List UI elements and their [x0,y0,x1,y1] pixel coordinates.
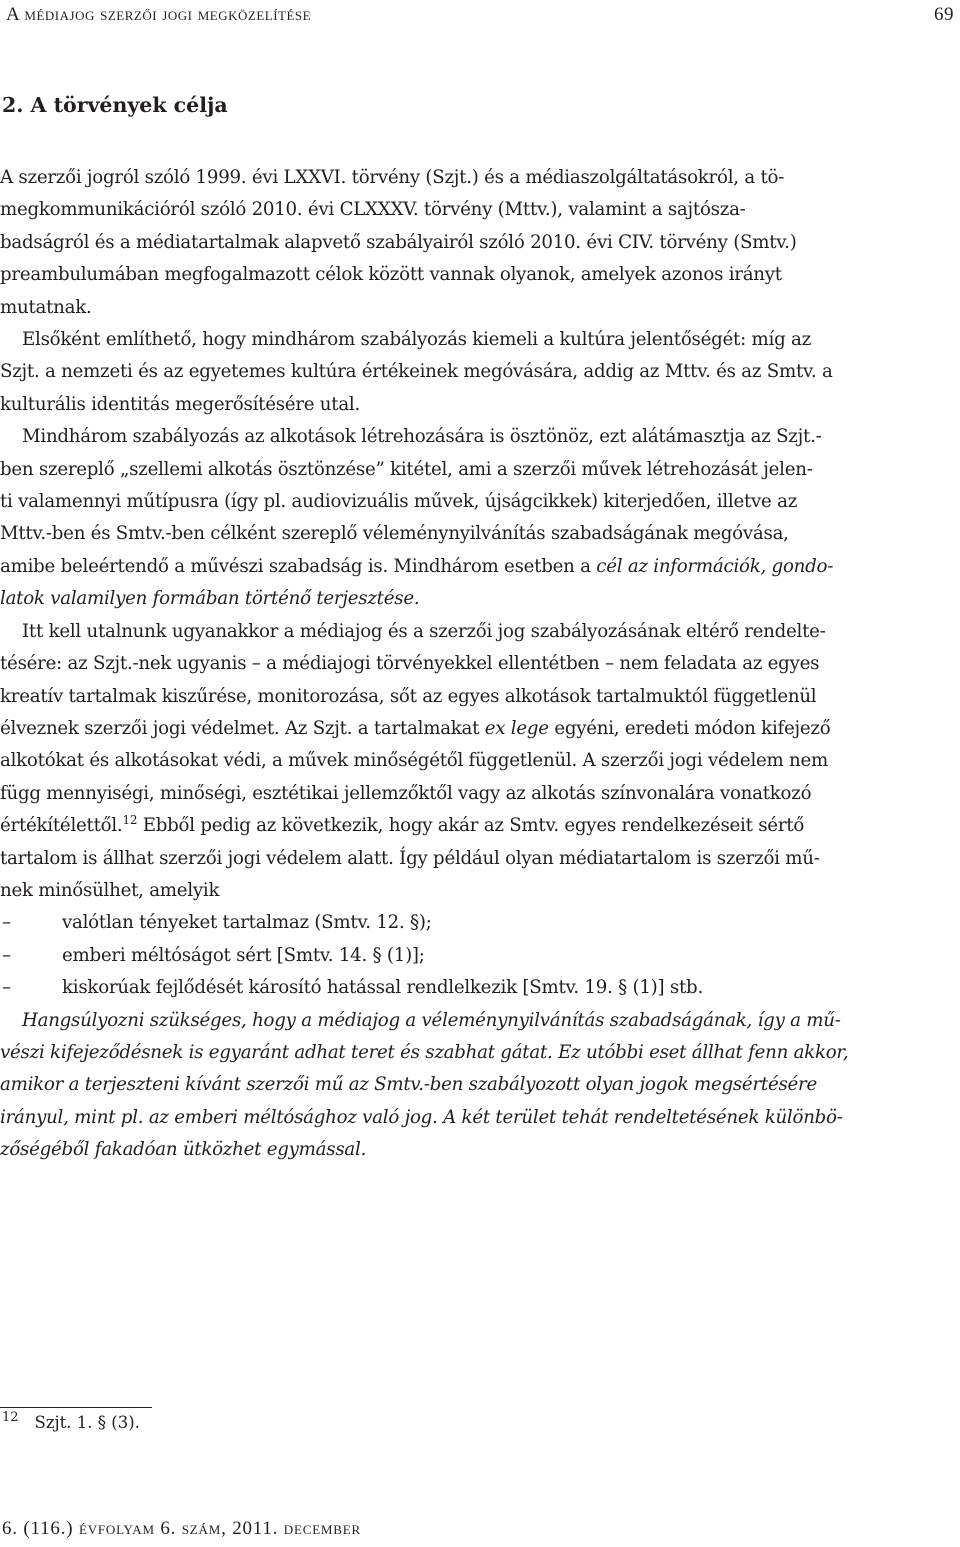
p4-line: tartalom is állhat szerzői jogi védelem alatt. Így például olyan médiatartalom is szerzői mű- [0,847,820,869]
paragraph-3 [0,421,958,615]
p2-line: Szjt. a nemzeti és az egyetemes kultúra értékeinek megóvására, addig az Mttv. és az Smtv. a [0,361,833,383]
paragraph-5-italic [0,1005,958,1167]
p4-line: Itt kell utalnunk ugyanakkor a médiajog és a szerzői jog szabályozásának eltérő rendelte- [22,620,826,642]
p2-line: kulturális identitás megerősítésére utal. [0,393,361,415]
dash-list [0,907,958,1004]
list-item-text: valótlan tényeket tartalmaz (Smtv. 12. §); [62,912,432,934]
list-item-text: kiskorúak fejlődését károsító hatással rendlelkezik [Smtv. 19. § (1)] stb. [62,977,703,999]
p3-line: ti valamennyi műtípusra (így pl. audiovizuális művek, újságcikkek) kiterjedően, illetve az [0,491,798,513]
p1-line: badságról és a médiatartalmak alapvető szabályairól szóló 2010. évi CIV. törvény (Smtv.) [0,231,797,253]
p5-line: Hangsúlyozni szükséges, hogy a médiajog a véleménynyilvánítás szabadságának, így a mű- [22,1009,841,1031]
page-number: 69 [934,4,954,25]
dash-marker: – [2,977,11,999]
page-footer: 6. (116.) évfolyam 6. szám, 2011. december [2,1518,361,1539]
p4-line: tésére: az Szjt.-nek ugyanis – a médiajogi törvényekkel ellentétben – nem feladata az egyes [0,653,820,675]
footnote-text: Szjt. 1. § (3). [34,1413,140,1432]
paragraph-4 [0,616,958,908]
footnote [2,1410,140,1432]
body-text [0,162,958,1167]
p5-line: amikor a terjeszteni kívánt szerzői mű az Smtv.-ben szabályozott olyan jogok megsértésére [0,1074,818,1096]
list-item [0,972,958,1004]
p4-line: élveznek szerzői jogi védelmet. Az Szjt. a tartalmakat [0,717,485,739]
footnote-reference[interactable]: 12 [122,813,138,828]
p4-line: kreatív tartalmak kiszűrése, monitorozása, sőt az egyes alkotások tartalmuktól függetlenül [0,685,817,707]
p4-line: függ mennyiségi, minőségi, esztétikai jellemzőktől vagy az alkotás színvonalára vonatkozó [0,782,812,804]
p2-line: Elsőként említhető, hogy mindhárom szabályozás kiemeli a kultúra jelentőségét: míg az [22,329,811,351]
p3-italic-phrase-end: latok valamilyen formában történő terjesztése. [0,588,420,610]
p4-line: értékítélettől. [0,815,123,837]
p1-line: mutatnak. [0,296,92,318]
list-item [0,940,958,972]
p4-line: alkotókat és alkotásokat védi, a művek minőségétől függetlenül. A szerzői jogi védelem nem [0,750,829,772]
p3-line: Mttv.-ben és Smtv.-ben célként szereplő véleménynyilvánítás szabadságának megóvása, [0,523,789,545]
p4-line: nek minősülhet, amelyik [0,879,220,901]
list-item [0,907,958,939]
p4-line: Ebből pedig az következik, hogy akár az Smtv. egyes rendelkezéseit sértő [137,815,805,837]
running-header [6,0,954,30]
paragraph-1 [0,162,958,324]
p3-line: Mindhárom szabályozás az alkotások létrehozására is ösztönöz, ezt alátámasztja az Szjt.- [22,426,822,448]
ex-lege-italic: ex lege [484,717,549,739]
p3-line: amibe beleértendő a művészi szabadság is. Mindhárom esetben a [0,555,597,577]
list-item-text: emberi méltóságot sért [Smtv. 14. § (1)]; [62,944,425,966]
dash-marker: – [2,944,11,966]
dash-marker: – [2,912,11,934]
p5-line: zőségéből fakadóan ütközhet egymással. [0,1139,367,1161]
running-title: A médiajog szerzői jogi megközelítése [6,4,312,25]
footnote-divider [0,1407,152,1408]
p3-italic-phrase: cél az információk, gondo- [596,555,834,577]
section-heading: 2. A törvények célja [2,93,228,117]
p1-line: A szerzői jogról szóló 1999. évi LXXVI. törvény (Szjt.) és a médiaszolgáltatásokról, a tö- [0,167,785,188]
p1-line: preambulumában megfogalmazott célok között vannak olyanok, amelyek azonos irányt [0,264,782,286]
p5-line: irányul, mint pl. az emberi méltósághoz való jog. A két terület tehát rendeltetésének különbö- [0,1106,843,1128]
footnote-number: 12 [2,1410,19,1425]
p1-line: megkommunikációról szóló 2010. évi CLXXXV. törvény (Mttv.), valamint a sajtósza- [0,199,746,221]
p3-line: ben szereplő „szellemi alkotás ösztönzése” kitétel, ami a szerzői művek létrehozását jelen- [0,458,813,480]
p4-line: egyéni, eredeti módon kifejező [548,717,831,739]
paragraph-2 [0,324,958,421]
p5-line: vészi kifejeződésnek is egyaránt adhat teret és szabhat gátat. Ez utóbbi eset állhat fenn akkor, [0,1041,849,1063]
